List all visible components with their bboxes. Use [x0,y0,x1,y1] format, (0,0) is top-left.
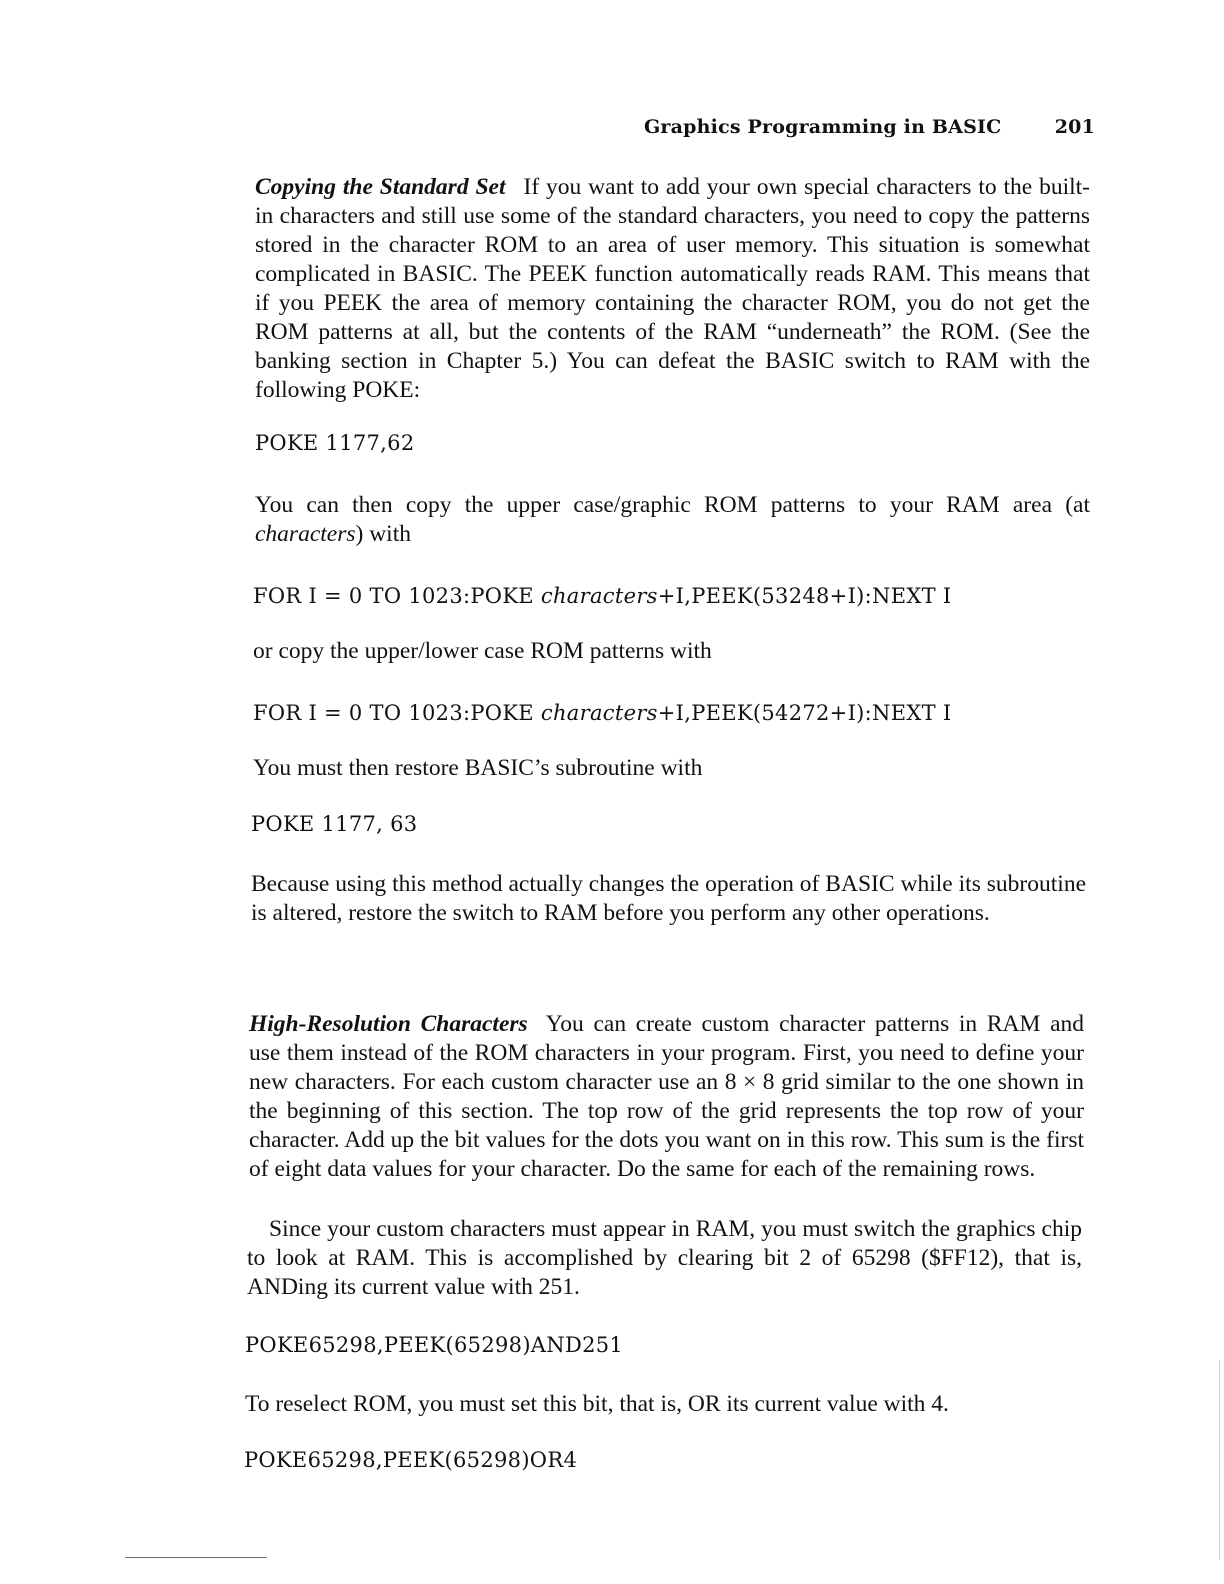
code-copy-upper-case [253,582,951,610]
footer-rule [125,1557,267,1558]
hires-heading: High-Resolution Characters [249,1011,528,1037]
hires-paragraph-3: To reselect ROM, you must set this bit, that is, OR its current value with 4. [245,1391,949,1417]
code3-suffix: +I,PEEK(54272+I):NEXT I [657,701,952,725]
page-edge-line [1219,1360,1220,1560]
copying-paragraph-1 [255,173,1090,405]
copying-paragraph-3: or copy the upper/lower case ROM patterns with [253,638,712,664]
hires-paragraph-2 [247,1215,1082,1302]
copying-text-2b: ) with [355,521,411,547]
hires-text-1: You can create custom character patterns in RAM and use them instead of the ROM characters in your program. First, you need to define your new characters. For each custom character use an 8 × 8 grid similar to the one shown in the beginning of this section. The top row of the grid represents the top row of your character. Add up the bit values for the dots you want on in this row. This sum is the first of eight data values for your character. Do the same for each of the remaining rows. [249,1011,1085,1182]
hires-paragraph-1 [249,1010,1084,1184]
hires-text-2: Since your custom characters must appear in RAM, you must switch the graphics chip to look at RAM. This is accomplished by clearing bit 2 of 65298 ($FF12), that is, ANDing its current value with 251. [247,1216,1082,1300]
code-select-ram: POKE65298,PEEK(65298)AND251 [245,1333,624,1357]
copying-text-2-italic: characters [255,521,356,547]
running-head-title: Graphics Programming in BASIC [644,116,1002,138]
copying-text-1: If you want to add your own special characters to the built-in characters and still use some of the standard characters, you need to copy the patterns stored in the character ROM to an area of user memory. This situation is somewhat complicated in BASIC. The PEEK function automatically reads RAM. This means that if you PEEK the area of memory containing the character ROM, you do not get the ROM patterns at all, but the contents of the RAM “underneath” the ROM. (See the banking section in Chapter 5.) You can defeat the BASIC switch to RAM with the following POKE: [255,174,1090,403]
copying-text-2a: You can then copy the upper case/graphic ROM patterns to your RAM area (at [255,492,1090,518]
copying-paragraph-2 [255,491,1090,549]
code2-italic: characters [540,584,658,608]
code2-prefix: FOR I = 0 TO 1023:POKE [253,584,541,608]
code3-italic: characters [540,701,658,725]
code2-suffix: +I,PEEK(53248+I):NEXT I [657,584,952,608]
code-poke-1177-63: POKE 1177, 63 [251,812,418,836]
copying-heading: Copying the Standard Set [255,174,506,200]
code3-prefix: FOR I = 0 TO 1023:POKE [253,701,541,725]
copying-paragraph-4: You must then restore BASIC’s subroutine with [253,755,703,781]
code-poke-1177-62: POKE 1177,62 [255,431,415,455]
code-copy-lower-case [253,699,951,727]
page-number: 201 [1054,116,1095,138]
code-select-rom: POKE65298,PEEK(65298)OR4 [244,1448,578,1472]
copying-paragraph-5: Because using this method actually changes the operation of BASIC while its subroutine is altered, restore the switch to RAM before you perform any other operations. [251,871,1086,926]
